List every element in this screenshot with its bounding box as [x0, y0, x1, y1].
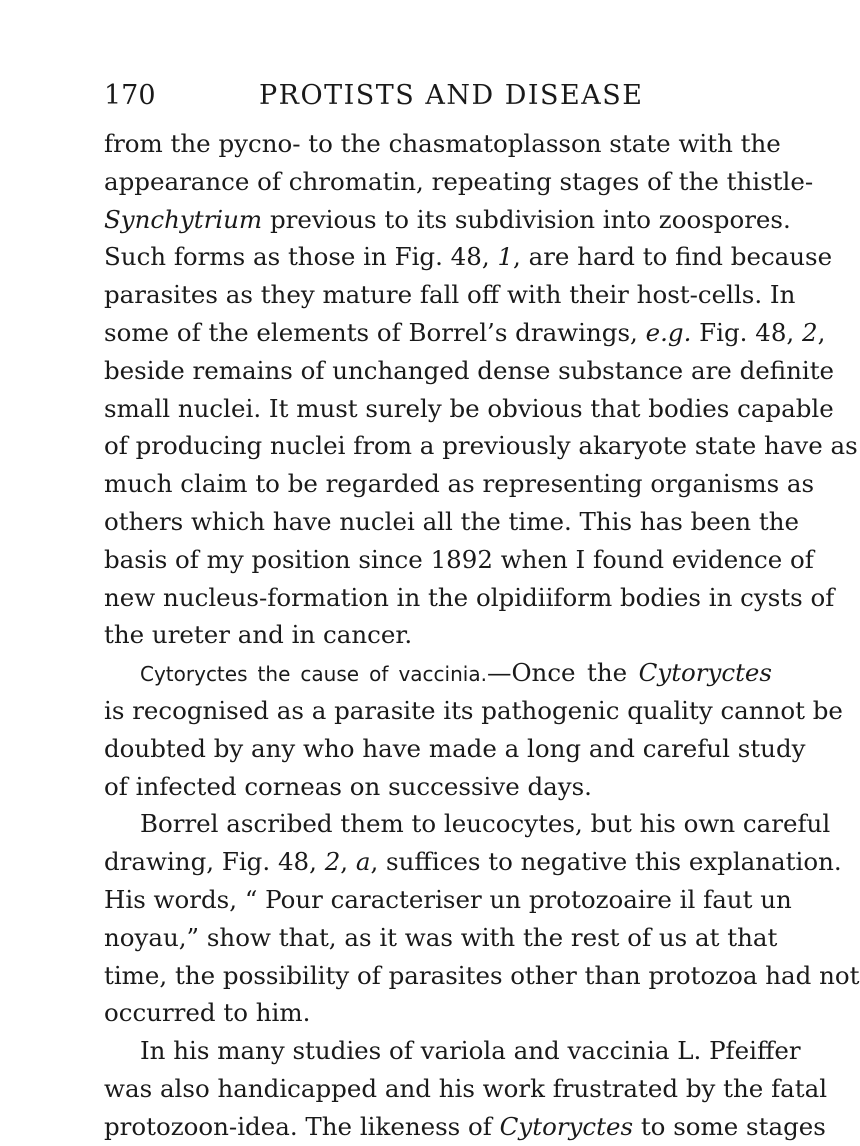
text-line: is recognised as a parasite its pathogenic quality cannot be: [104, 695, 843, 725]
body-text: [104, 125, 860, 1146]
page-number: 170: [104, 80, 156, 111]
text-run: Such forms as those in Fig. 48,: [104, 242, 498, 272]
text-line: basis of my position since 1892 when I found evidence of: [104, 544, 814, 574]
text-line: [104, 843, 842, 881]
text-line: noyau,” show that, as it was with the rest of us at that: [104, 922, 778, 952]
running-title: PROTISTS AND DISEASE: [259, 80, 644, 111]
text-line: of infected corneas on successive days.: [104, 771, 592, 801]
text-line: the ureter and in cancer.: [104, 620, 413, 650]
text-line: time, the possibility of parasites other than protozoa had not: [104, 960, 860, 990]
text-run: to some stages: [633, 1111, 826, 1141]
text-line: others which have nuclei all the time. This has been the: [104, 506, 799, 536]
text-line: doubted by any who have made a long and careful study: [104, 733, 806, 763]
italic-term: Synchytrium: [104, 204, 263, 234]
italic-figure-ref: 1: [497, 242, 514, 272]
text-run: protozoon-idea. The likeness of: [104, 1111, 500, 1141]
text-line: small nuclei. It must surely be obvious that bodies capable: [104, 393, 834, 423]
italic-term: Cytoryctes: [638, 658, 772, 688]
italic-figure-ref: 2: [324, 847, 341, 877]
text-run: , suffices to negative this explanation.: [370, 847, 842, 877]
text-run: drawing, Fig. 48,: [104, 847, 325, 877]
italic-abbrev: e.g.: [645, 317, 692, 347]
text-line: His words, “ Pour caracteriser un protozoaire il faut un: [104, 884, 792, 914]
text-line: from the pycno- to the chasmatoplasson state with the: [104, 129, 781, 158]
text-line: much claim to be regarded as representing organisms as: [104, 469, 815, 499]
text-run: previous to its subdivision into zoospores.: [262, 204, 791, 234]
text-line: [104, 201, 791, 239]
text-line: new nucleus-formation in the olpidiiform bodies in cysts of: [104, 582, 835, 612]
text-line: In his many studies of variola and vaccinia L. Pfeiffer: [140, 1036, 801, 1066]
text-run: —Once the: [486, 658, 639, 688]
section-heading-line: [104, 654, 772, 692]
page-header: [104, 70, 774, 110]
text-line: Borrel ascribed them to leucocytes, but his own careful: [140, 809, 831, 839]
text-line: [104, 1108, 826, 1146]
text-run: , are hard to find because: [513, 242, 833, 272]
text-line: of producing nuclei from a previously akaryote state have as: [104, 431, 858, 461]
text-line: beside remains of unchanged dense substance are definite: [104, 355, 835, 385]
italic-term: Cytoryctes: [499, 1111, 634, 1141]
text-run: some of the elements of Borrel’s drawings,: [104, 317, 646, 347]
text-line: [104, 238, 833, 276]
text-run: Fig. 48,: [691, 317, 803, 347]
section-heading: Cytoryctes the cause of vaccinia.: [140, 662, 487, 687]
italic-figure-ref: 2: [802, 317, 818, 347]
text-line: appearance of chromatin, repeating stages of the thistle-: [104, 166, 814, 196]
italic-figure-ref: a: [355, 847, 371, 877]
text-line: occurred to him.: [104, 998, 311, 1028]
text-run: ,: [817, 317, 826, 347]
text-line: [104, 314, 826, 352]
text-run: ,: [340, 847, 356, 877]
text-line: was also handicapped and his work frustrated by the fatal: [104, 1073, 828, 1103]
text-line: parasites as they mature fall off with their host-cells. In: [104, 280, 796, 310]
